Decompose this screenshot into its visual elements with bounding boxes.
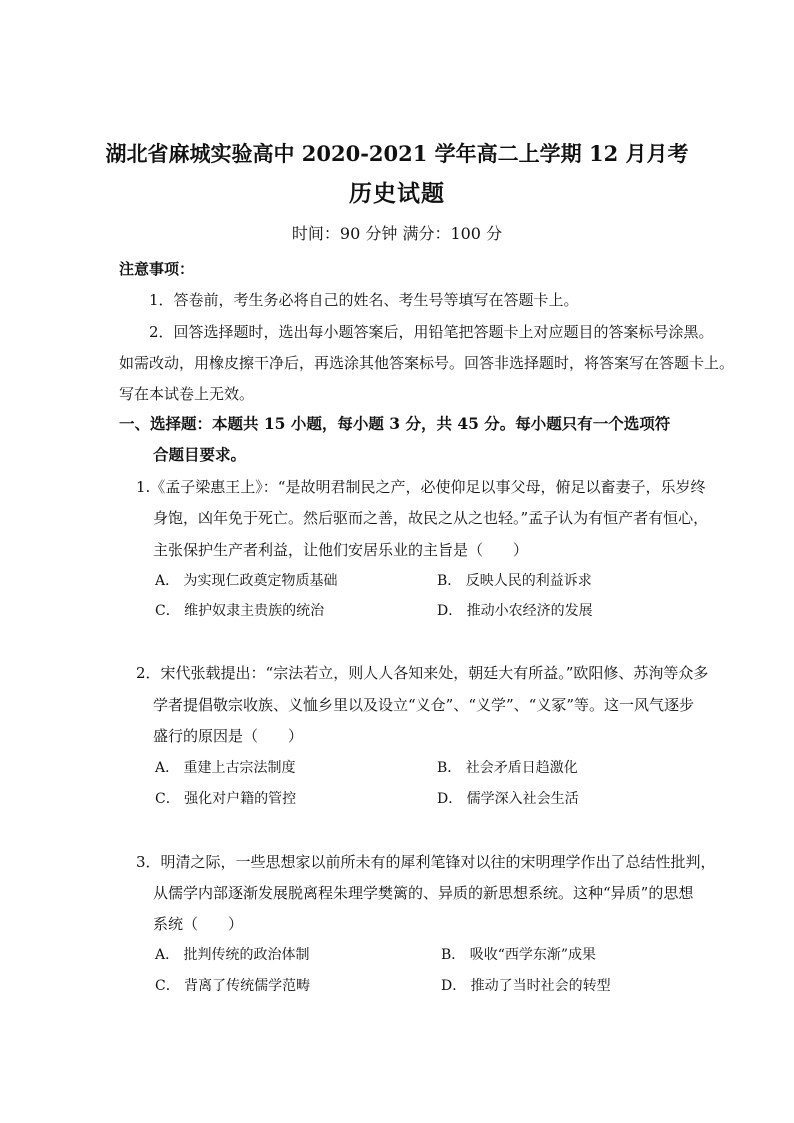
question-2-option-a: A． 重建上古宗法制度 [155, 760, 296, 776]
question-1-line-2: 身饱，凶年免于死亡。然后驱而之善，故民之从之也轻。”孟子认为有恒产者有恒心， [153, 509, 709, 527]
question-1-option-b: B． 反映人民的利益诉求 [437, 573, 592, 589]
question-1-option-d: D． 推动小农经济的发展 [437, 603, 593, 619]
notes-item-2-line-1: 2．回答选择题时，选出每小题答案后，用铅笔把答题卡上对应题目的答案标号涂黑。 [149, 323, 714, 341]
question-2-line-2: 学者提倡敬宗收族、义恤乡里以及设立“义仓”、“义学”、“义冢”等。这一风气逐步 [153, 696, 695, 714]
question-1-option-a: A． 为实现仁政奠定物质基础 [155, 573, 338, 589]
section-heading-line-1: 一、选择题：本题共 15 小题，每小题 3 分，共 45 分。每小题只有一个选项符 [119, 414, 671, 433]
question-3-option-c: C． 背离了传统儒学范畴 [155, 978, 311, 994]
exam-title: 湖北省麻城实验高中 2020-2021 学年高二上学期 12 月月考 [105, 141, 689, 166]
question-3-option-d: D． 推动了当时社会的转型 [441, 978, 611, 994]
notes-item-2-line-3: 写在本试卷上无效。 [119, 385, 255, 403]
question-1-line-3: 主张保护生产者利益，让他们安居乐业的主旨是（ ） [153, 541, 529, 559]
question-3-option-a: A． 批判传统的政治体制 [155, 947, 310, 963]
notes-heading: 注意事项： [119, 260, 195, 278]
question-2-option-d: D． 儒学深入社会生活 [437, 791, 579, 807]
question-3-line-2: 从儒学内部逐渐发展脱离程朱理学樊篱的、异质的新思想系统。这种“异质”的思想 [153, 884, 694, 902]
question-2-line-1: 2．宋代张载提出：“宗法若立，则人人各知来处，朝廷大有所益。”欧阳修、苏洵等众多 [136, 664, 709, 682]
question-2-option-b: B． 社会矛盾日趋激化 [437, 760, 578, 776]
question-3-option-b: B． 吸收“西学东渐”成果 [441, 947, 597, 963]
exam-subject: 历史试题 [349, 180, 445, 207]
question-3-line-3: 系统（ ） [153, 915, 244, 933]
notes-item-1: 1．答卷前，考生务必将自己的姓名、考生号等填写在答题卡上。 [149, 291, 579, 309]
section-heading-line-2: 合题目要求。 [153, 445, 247, 464]
question-2-option-c: C． 强化对户籍的管控 [155, 791, 297, 807]
question-3-line-1: 3．明清之际，一些思想家以前所未有的犀利笔锋对以往的宋明理学作出了总结性批判， [136, 853, 716, 871]
question-2-line-3: 盛行的原因是（ ） [153, 727, 304, 745]
question-1-option-c: C． 维护奴隶主贵族的统治 [155, 603, 325, 619]
notes-item-2-line-2: 如需改动，用橡皮擦干净后，再选涂其他答案标号。回答非选择题时，将答案写在答题卡上。 [119, 354, 735, 372]
exam-time-info: 时间：90 分钟 满分：100 分 [291, 224, 503, 243]
question-1-line-1: 1.《孟子梁惠王上》：“是故明君制民之产，必使仰足以事父母，俯足以畜妻子，乐岁终 [136, 478, 706, 496]
